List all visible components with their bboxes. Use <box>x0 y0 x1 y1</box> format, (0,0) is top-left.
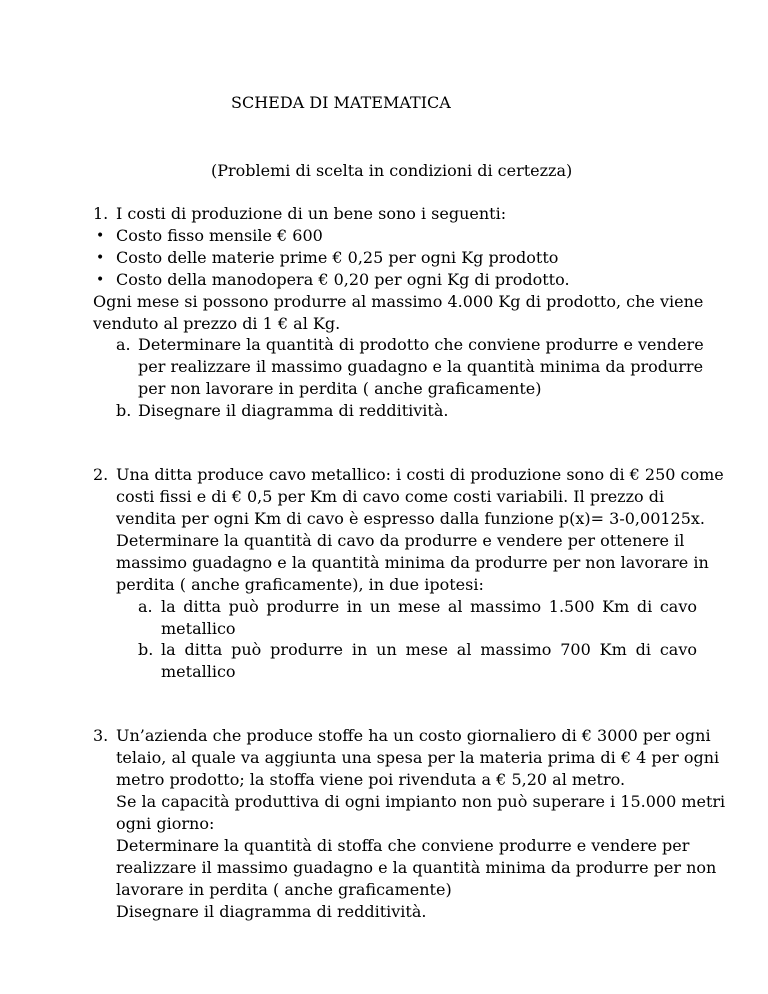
problem-line: vendita per ogni Km di cavo è espresso dalla funzione p(x)= 3-0,00125x. <box>116 509 706 528</box>
problem-intro: I costi di produzione di un bene sono i seguenti: <box>116 204 507 223</box>
sub-item-line: metallico <box>161 662 236 681</box>
sub-item-line: la ditta può produrre in un mese al massimo 1.500 Km di cavo <box>161 597 697 616</box>
bullet-icon: • <box>96 228 105 244</box>
sub-item-line: Disegnare il diagramma di redditività. <box>138 401 449 420</box>
problem-line: Una ditta produce cavo metallico: i costi di produzione sono di € 250 come <box>116 465 724 484</box>
problem-line: lavorare in perdita ( anche graficamente) <box>116 880 452 899</box>
problem-line: Determinare la quantità di cavo da produrre e vendere per ottenere il <box>116 531 685 550</box>
problem-line: perdita ( anche graficamente), in due ipotesi: <box>116 575 484 594</box>
problem-line: massimo guadagno e la quantità minima da produrre per non lavorare in <box>116 553 709 572</box>
page-title: SCHEDA DI MATEMATICA <box>231 93 451 112</box>
body-line: venduto al prezzo di 1 € al Kg. <box>93 314 341 333</box>
bullet-item: Costo delle materie prime € 0,25 per ogni Kg prodotto <box>116 248 559 267</box>
problem-line: Se la capacità produttiva di ogni impianto non può superare i 15.000 metri <box>116 792 726 811</box>
problem-line: ogni giorno: <box>116 814 215 833</box>
sub-item-letter: b. <box>116 401 132 420</box>
body-line: Ogni mese si possono produrre al massimo 4.000 Kg di prodotto, che viene <box>93 292 704 311</box>
sub-item-line: metallico <box>161 619 236 638</box>
problem-line: Disegnare il diagramma di redditività. <box>116 902 427 921</box>
sub-item-line: Determinare la quantità di prodotto che conviene produrre e vendere <box>138 335 704 354</box>
problem-line: Un’azienda che produce stoffe ha un costo giornaliero di € 3000 per ogni <box>116 726 711 745</box>
problem-number: 3. <box>93 726 109 745</box>
problem-line: realizzare il massimo guadagno e la quantità minima da produrre per non <box>116 858 717 877</box>
sub-item-line: la ditta può produrre in un mese al massimo 700 Km di cavo <box>161 640 697 659</box>
bullet-icon: • <box>96 250 105 266</box>
problem-line: telaio, al quale va aggiunta una spesa per la materia prima di € 4 per ogni <box>116 748 720 767</box>
sub-item-line: per non lavorare in perdita ( anche graficamente) <box>138 379 542 398</box>
page-subtitle: (Problemi di scelta in condizioni di certezza) <box>211 161 573 180</box>
sub-item-letter: b. <box>138 640 154 659</box>
problem-line: metro prodotto; la stoffa viene poi rivenduta a € 5,20 al metro. <box>116 770 626 789</box>
bullet-item: Costo della manodopera € 0,20 per ogni Kg di prodotto. <box>116 270 570 289</box>
sub-item-letter: a. <box>138 597 153 616</box>
problem-line: costi fissi e di € 0,5 per Km di cavo come costi variabili. Il prezzo di <box>116 487 665 506</box>
bullet-item: Costo fisso mensile € 600 <box>116 226 323 245</box>
problem-number: 1. <box>93 204 109 223</box>
sub-item-letter: a. <box>116 335 131 354</box>
sub-item-line: per realizzare il massimo guadagno e la quantità minima da produrre <box>138 357 704 376</box>
problem-line: Determinare la quantità di stoffa che conviene produrre e vendere per <box>116 836 690 855</box>
bullet-icon: • <box>96 272 105 288</box>
problem-number: 2. <box>93 465 109 484</box>
